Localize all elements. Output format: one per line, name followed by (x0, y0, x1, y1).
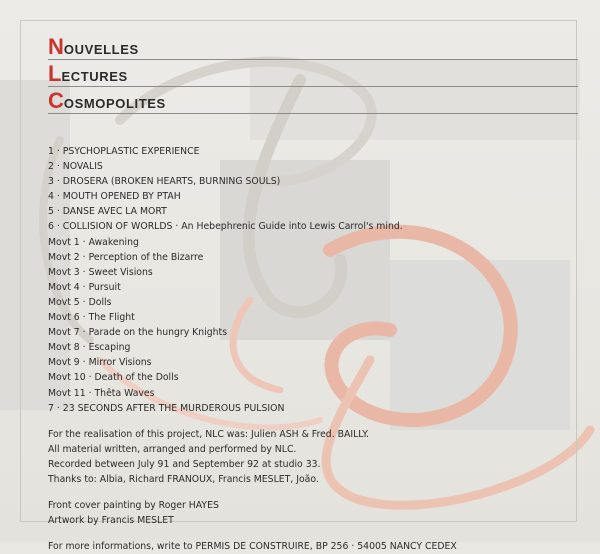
band-name-header (48, 36, 578, 117)
movement-item: Movt 11 · Thêta Waves (48, 387, 155, 399)
track-item: 6 · COLLISION OF WORLDS · An Hebephrenic Guide into Lewis Carrol's mind. (48, 221, 403, 233)
header-line-3 (48, 90, 578, 117)
movement-item: Movt 1 · Awakening (48, 236, 139, 248)
header-word: OUVELLES (63, 42, 139, 57)
credit-line: All material written, arranged and performed by NLC. (48, 443, 297, 455)
header-word: ECTURES (61, 69, 128, 84)
track-list (48, 144, 548, 416)
movement-item: Movt 7 · Parade on the hungry Knights (48, 327, 228, 339)
liner-notes (48, 144, 548, 554)
movement-item: Movt 2 · Perception of the Bizarre (48, 251, 204, 263)
movement-item: Movt 8 · Escaping (48, 342, 131, 354)
credit-line: For the realisation of this project, NLC was: Julien ASH & Fred. BAILLY. (48, 428, 369, 440)
movement-item: Movt 3 · Sweet Visions (48, 266, 153, 278)
credit-line: Recorded between July 91 and September 92 at studio 33. (48, 458, 321, 470)
movement-item: Movt 9 · Mirror Visions (48, 357, 152, 369)
header-rule (48, 113, 578, 114)
header-line-1 (48, 36, 578, 63)
track-item: 3 · DROSERA (BROKEN HEARTS, BURNING SOULS) (48, 176, 281, 188)
contact-line: For more informations, write to PERMIS DE CONSTRUIRE, BP 256 · 54005 NANCY CEDEX (48, 541, 457, 553)
movement-item: Movt 4 · Pursuit (48, 281, 121, 293)
credits-block (48, 427, 548, 554)
header-initial: N (48, 34, 64, 59)
track-item: 7 · 23 SECONDS AFTER THE MURDEROUS PULSION (48, 402, 285, 414)
track-item: 1 · PSYCHOPLASTIC EXPERIENCE (48, 146, 200, 157)
header-initial: L (48, 61, 62, 86)
credit-line: Front cover painting by Roger HAYES (48, 500, 219, 512)
credit-line: Artwork by Francis MESLET (48, 515, 174, 527)
track-item: 4 · MOUTH OPENED BY PTAH (48, 191, 181, 203)
header-rule (48, 59, 578, 60)
track-item: 5 · DANSE AVEC LA MORT (48, 206, 167, 218)
header-word: OSMOPOLITES (63, 96, 166, 111)
header-initial: C (48, 88, 64, 113)
header-rule (48, 86, 578, 87)
movement-item: Movt 6 · The Flight (48, 312, 135, 324)
track-item: 2 · NOVALIS (48, 161, 103, 173)
credit-line: Thanks to: Albia, Richard FRANOUX, Francis MESLET, João. (48, 473, 319, 485)
header-line-2 (48, 63, 578, 90)
movement-item: Movt 5 · Dolls (48, 296, 112, 308)
movement-item: Movt 10 · Death of the Dolls (48, 372, 179, 384)
